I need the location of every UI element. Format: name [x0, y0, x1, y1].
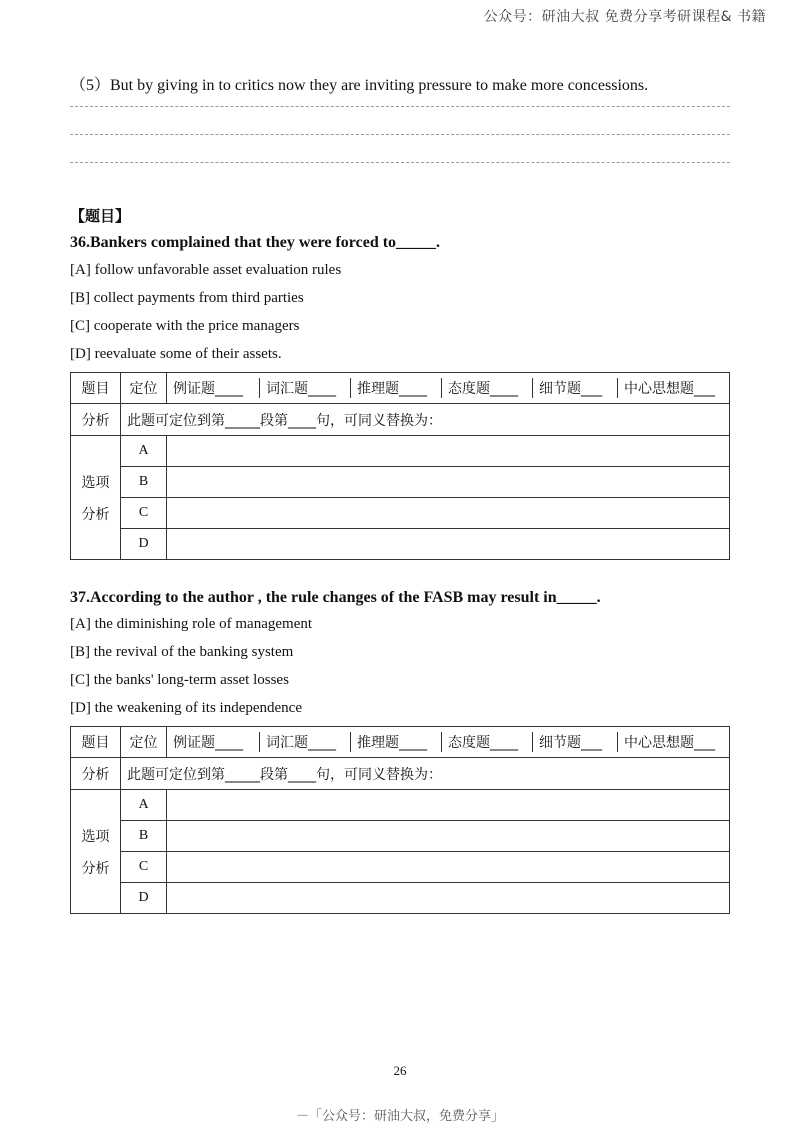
category-example[interactable]: 例证题____: [167, 732, 260, 752]
option-a: [A] follow unfavorable asset evaluation rules: [70, 262, 342, 278]
option-answer-cell[interactable]: [167, 821, 730, 852]
option-letter: C: [121, 498, 167, 529]
footer-watermark: －「公众号：研油大叔，免费分享」: [295, 1109, 504, 1124]
answer-line: [70, 106, 730, 107]
option-letter: A: [121, 436, 167, 467]
option-letter: C: [121, 852, 167, 883]
header-watermark: 公众号：研油大叔 免费分享考研课程& 书籍: [483, 9, 766, 25]
section-label: 【题目】: [70, 207, 131, 225]
category-vocabulary[interactable]: 词汇题____: [260, 378, 351, 398]
question-title: 37.According to the author , the rule changes of the FASB may result in_____.: [70, 589, 601, 606]
category-detail[interactable]: 细节题___: [533, 378, 618, 398]
category-detail[interactable]: 细节题___: [533, 732, 618, 752]
category-attitude[interactable]: 态度题____: [442, 378, 533, 398]
answer-line: [70, 162, 730, 163]
option-answer-cell[interactable]: [167, 498, 730, 529]
row-label: 题目: [71, 373, 121, 404]
option-answer-cell[interactable]: [167, 467, 730, 498]
category-inference[interactable]: 推理题____: [351, 732, 442, 752]
category-attitude[interactable]: 态度题____: [442, 732, 533, 752]
row-label: 分析: [71, 758, 121, 790]
option-letter: B: [121, 467, 167, 498]
option-letter: B: [121, 821, 167, 852]
category-inference[interactable]: 推理题____: [351, 378, 442, 398]
option-analysis-label: 选项 分析: [71, 790, 121, 914]
analysis-table: [70, 372, 730, 560]
option-answer-cell[interactable]: [167, 790, 730, 821]
locate-sentence[interactable]: 此题可定位到第_____段第____句，可同义替换为：: [121, 404, 730, 436]
question-title: 36.Bankers complained that they were forced to_____.: [70, 234, 441, 251]
row-label: 分析: [71, 404, 121, 436]
row-label: 题目: [71, 727, 121, 758]
option-answer-cell[interactable]: [167, 852, 730, 883]
locate-sentence[interactable]: 此题可定位到第_____段第____句，可同义替换为：: [121, 758, 730, 790]
category-main-idea[interactable]: 中心思想题___: [624, 735, 715, 751]
option-d: [D] reevaluate some of their assets.: [70, 346, 282, 362]
answer-line: [70, 134, 730, 135]
option-letter: D: [121, 883, 167, 914]
analysis-table: [70, 726, 730, 914]
option-answer-cell[interactable]: [167, 883, 730, 914]
translation-sentence: （5）But by giving in to critics now they are inviting pressure to make more concessions.: [70, 77, 649, 94]
category-vocabulary[interactable]: 词汇题____: [260, 732, 351, 752]
category-example[interactable]: 例证题____: [167, 378, 260, 398]
option-analysis-label: 选项 分析: [71, 436, 121, 560]
option-b: [B] the revival of the banking system: [70, 644, 294, 660]
locate-label: 定位: [121, 373, 167, 404]
page-number: 26: [393, 1063, 407, 1078]
option-answer-cell[interactable]: [167, 529, 730, 560]
locate-label: 定位: [121, 727, 167, 758]
category-main-idea[interactable]: 中心思想题___: [624, 381, 715, 397]
option-b: [B] collect payments from third parties: [70, 290, 304, 306]
option-a: [A] the diminishing role of management: [70, 616, 313, 632]
category-cell: [167, 373, 730, 404]
option-d: [D] the weakening of its independence: [70, 700, 302, 716]
option-answer-cell[interactable]: [167, 436, 730, 467]
option-letter: A: [121, 790, 167, 821]
option-letter: D: [121, 529, 167, 560]
option-c: [C] cooperate with the price managers: [70, 318, 300, 334]
category-cell: [167, 727, 730, 758]
option-c: [C] the banks' long-term asset losses: [70, 672, 289, 688]
